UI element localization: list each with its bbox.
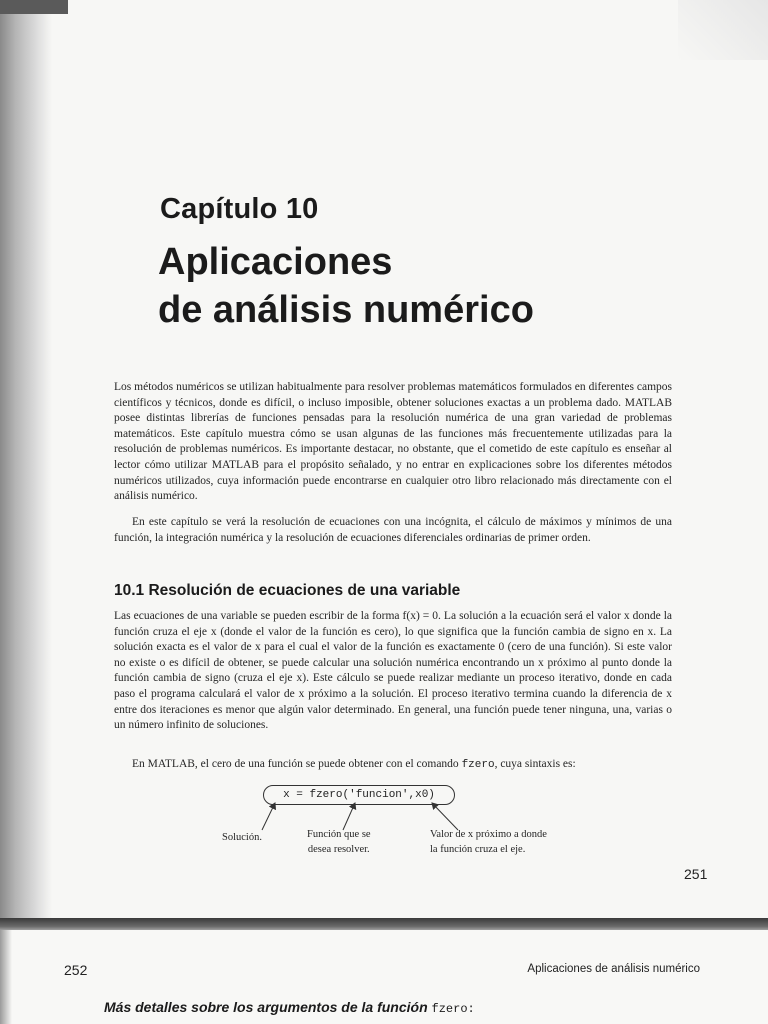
callout-x0-line-1: Valor de x próximo a donde bbox=[430, 829, 547, 840]
subheading bbox=[104, 999, 475, 1016]
subheading-code: fzero: bbox=[431, 1002, 475, 1016]
page-252 bbox=[0, 930, 768, 1024]
callout-x0 bbox=[430, 827, 547, 857]
arrow-to-function bbox=[343, 803, 355, 830]
chapter-number: Capítulo 10 bbox=[160, 193, 319, 225]
chapter-title-line-2: de análisis numérico bbox=[158, 289, 534, 331]
fzero-inline-code: fzero bbox=[461, 759, 495, 771]
section-paragraph-1: Las ecuaciones de una variable se pueden escribir de la forma f(x) = 0. La solución a la ecuación será el valor x donde la función cruza el eje x (donde el valor de la función es cero), lo que significa que la función cambia de signo en x. La solución exacta es el valor de x para el cual el valor de la función es exactamente 0 (cero de una función). Si este valor no existe o es difícil de obtener, se puede calcular una solución numérica encontrando un x próximo al punto donde la función cambia de signo (cruza el eje x). Este cálculo se puede realizar mediante un proceso iterativo, donde en cada paso el programa calculará el valor de x próximo a la solución. El proceso iterativo termina cuando la diferencia de x entre dos iteraciones es menor que algún valor determinado. En general, una función puede tener ninguna, una, varias o un número infinito de soluciones. bbox=[114, 610, 672, 732]
page-number: 251 bbox=[684, 866, 708, 882]
fzero-syntax-box: x = fzero('funcion',x0) bbox=[263, 785, 455, 805]
arrow-to-x0 bbox=[432, 803, 458, 830]
callout-solution: Solución. bbox=[222, 832, 262, 843]
intro-paragraph-2: En este capítulo se verá la resolución de ecuaciones con una incógnita, el cálculo de máximos y mínimos de una función, la integración numérica y la resolución de ecuaciones diferenciales ordinarias de primer orden. bbox=[114, 516, 672, 544]
page-number: 252 bbox=[64, 962, 88, 978]
arrow-to-solution bbox=[262, 803, 275, 830]
callout-function bbox=[307, 827, 371, 857]
chapter-title-line-1: Aplicaciones bbox=[158, 241, 393, 283]
intro-paragraph-1: Los métodos numéricos se utilizan habitualmente para resolver problemas matemáticos formulados en diferentes campos científicos y técnicos, donde es difícil, o incluso imposible, obtener soluciones exactas a un problema dado. MATLAB posee distintas librerías de funciones pensadas para la resolución numérica de una gran variedad de problemas matemáticos. Este capítulo muestra cómo se usan algunas de las funciones más frecuentemente utilizadas para la resolución de problemas numéricos. Es importante destacar, no obstante, que el cometido de este capítulo es enseñar al lector cómo utilizar MATLAB para el propósito señalado, y no entrar en explicaciones sobre los diferentes métodos numéricos utilizados, cuya información puede encontrarse en cualquier otro libro relacionado más directamente con el análisis numérico. bbox=[114, 381, 672, 503]
subheading-text: Más detalles sobre los argumentos de la función bbox=[104, 999, 428, 1015]
book-gutter-shadow bbox=[0, 930, 12, 1024]
running-head: Aplicaciones de análisis numérico bbox=[527, 963, 700, 975]
callout-x0-line-2: la función cruza el eje. bbox=[430, 844, 526, 855]
section-paragraph-2-tail: , cuya sintaxis es: bbox=[494, 758, 576, 770]
callout-function-line-1: Función que se bbox=[307, 829, 371, 840]
callout-function-line-2: desea resolver. bbox=[307, 844, 370, 855]
section-heading: 10.1 Resolución de ecuaciones de una variable bbox=[114, 582, 461, 599]
section-paragraph-2-text: En MATLAB, el cero de una función se puede obtener con el comando bbox=[132, 758, 459, 770]
